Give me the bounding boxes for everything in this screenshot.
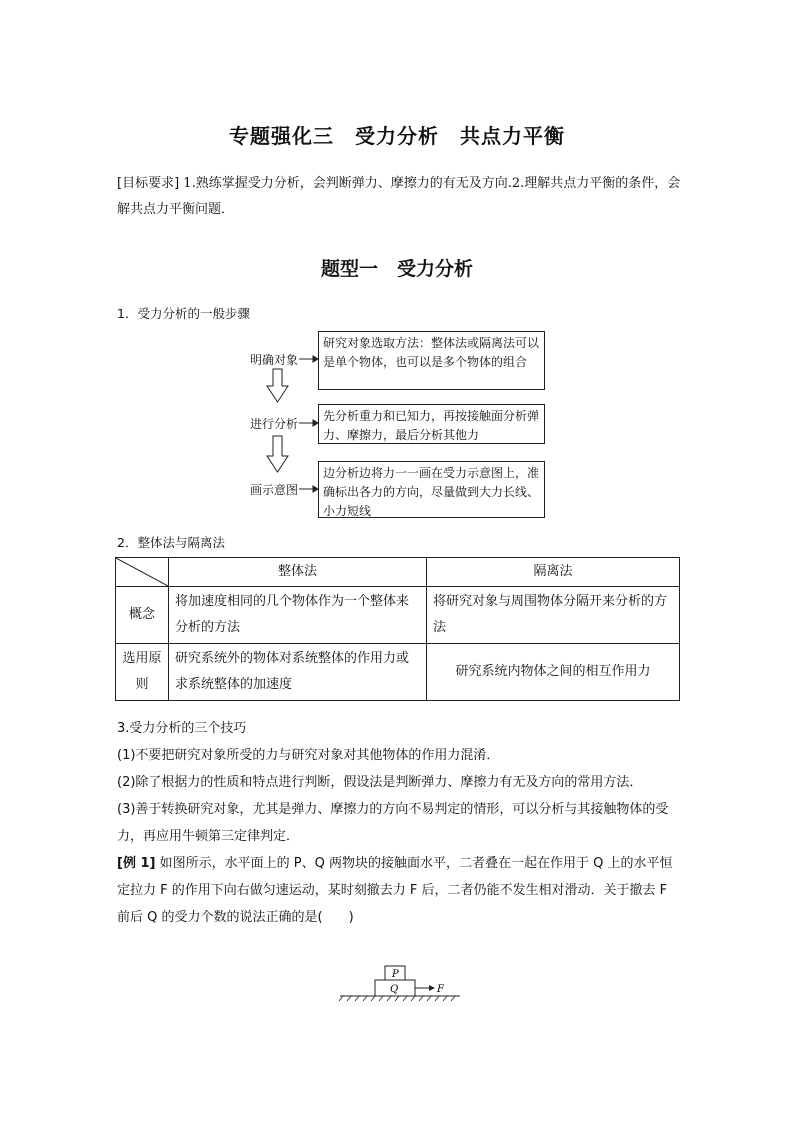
table-cell: 研究系统内物体之间的相互作用力 (427, 644, 680, 701)
page-title: 专题强化三 受力分析 共点力平衡 (229, 124, 565, 148)
comparison-table (115, 557, 680, 701)
example-text: 如图所示，水平面上的 P、Q 两物块的接触面水平，二者叠在一起在作用于 Q 上的水平恒定拉力 F 的作用下向右做匀速运动，某时刻撤去力 F 后，二者仍能不发生相对滑动．关于撤去 F 前后 Q 的受力个数的说法正确的是( ) (117, 856, 673, 925)
table-cell: 将研究对象与周围物体分隔开来分析的方法 (427, 587, 680, 644)
ground-hatch (339, 996, 455, 1001)
goal-text: 1.熟练掌握受力分析，会判断弹力、摩擦力的有无及方向.2.理解共点力平衡的条件，会解共点力平衡问题． (117, 176, 681, 217)
example-paragraph (117, 850, 681, 931)
pq-figure (335, 962, 465, 1004)
example-tag: [例 1] (117, 856, 156, 871)
force-arrowhead (429, 985, 435, 991)
list-item: (1)不要把研究对象所受的力与研究对象对其他物体的作用力混淆． (117, 748, 500, 763)
flow-label-3: 画示意图 (249, 483, 298, 497)
label-p: P (392, 969, 399, 980)
flow-box-1: 研究对象选取方法：整体法或隔离法可以是单个物体，也可以是多个物体的组合 (318, 331, 545, 390)
step1-heading: 1．受力分析的一般步骤 (117, 306, 250, 321)
flow-box-3: 边分析边将力一一画在受力示意图上，准确标出各力的方向，尽量做到大力长线、小力短线 (318, 461, 545, 518)
col-header-whole: 整体法 (169, 558, 427, 587)
diagonal-line (116, 558, 168, 586)
goal-paragraph (117, 171, 681, 223)
col-header-isolate: 隔离法 (427, 558, 680, 587)
label-f: F (437, 984, 444, 995)
label-q: Q (390, 984, 399, 995)
row-head: 选用原则 (116, 644, 169, 701)
table-cell: 研究系统外的物体对系统整体的作用力或求系统整体的加速度 (169, 644, 427, 701)
flow-label-2: 进行分析 (249, 417, 298, 431)
flow-box-2: 先分析重力和已知力，再按接触面分析弹力、摩擦力，最后分析其他力 (318, 404, 545, 444)
step3-heading: 3.受力分析的三个技巧 (117, 721, 247, 736)
flow-label-1: 明确对象 (249, 353, 298, 367)
list-item: (3)善于转换研究对象，尤其是弹力、摩擦力的方向不易判定的情形，可以分析与其接触物体的受力，再应用牛顿第三定律判定． (117, 802, 669, 844)
table-corner-cell (116, 558, 169, 587)
table-row (116, 587, 680, 644)
step3-block (117, 715, 681, 931)
section-title: 题型一 受力分析 (320, 258, 473, 280)
goal-tag: [目标要求] (117, 176, 180, 191)
table-row (116, 644, 680, 701)
step2-heading: 2．整体法与隔离法 (117, 535, 225, 550)
table-header-row (116, 558, 680, 587)
row-head: 概念 (116, 587, 169, 644)
table-cell: 将加速度相同的几个物体作为一个整体来分析的方法 (169, 587, 427, 644)
list-item: (2)除了根据力的性质和特点进行判断，假设法是判断弹力、摩擦力有无及方向的常用方法． (117, 775, 643, 790)
